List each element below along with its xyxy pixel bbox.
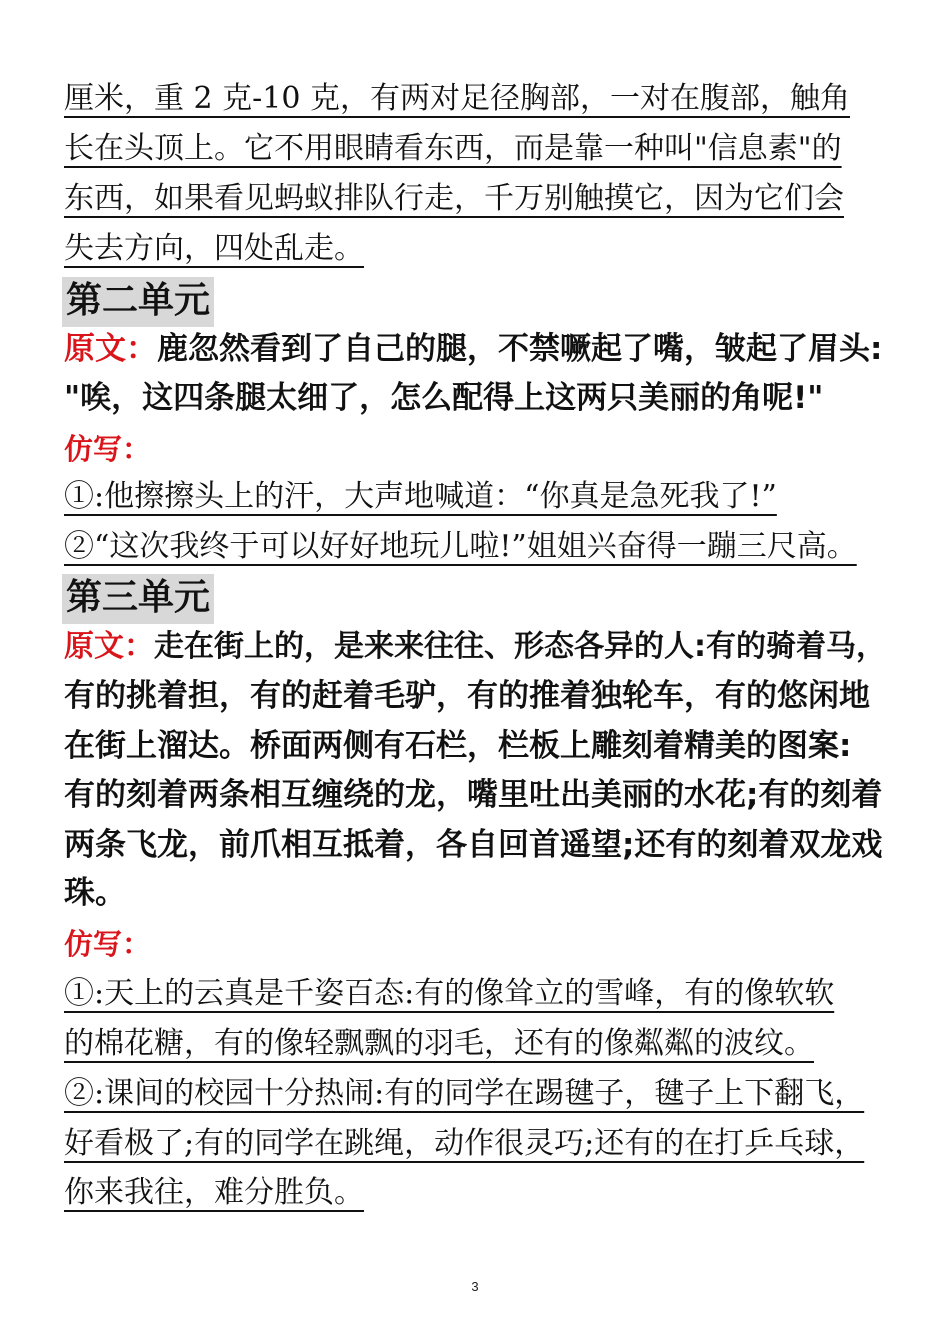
- unit3-heading: 第三单元: [62, 574, 214, 624]
- page-number: 3: [471, 1279, 479, 1294]
- original-text: 走在街上的，是来来往往、形态各异的人:有的骑着马，: [154, 629, 886, 664]
- intro-line: 东西，如果看见蚂蚁排队行走，千万别触摸它，因为它们会: [64, 181, 844, 216]
- original-label: 原文: [64, 331, 126, 367]
- unit3-imitate-line: 的棉花糖，有的像轻飘飘的羽毛，还有的像粼粼的波纹。: [64, 1026, 814, 1061]
- original-label: 原文: [64, 629, 124, 664]
- unit3-imitate-line: 好看极了;有的同学在跳绳，动作很灵巧;还有的在打乒乓球，: [64, 1126, 865, 1161]
- unit3-original-line: 有的挑着担，有的赶着毛驴，有的推着独轮车，有的悠闲地: [64, 678, 870, 714]
- unit3-imitate-line: 你来我往，难分胜负。: [64, 1175, 364, 1210]
- unit2-original-line: 原文：鹿忽然看到了自己的腿，不禁噘起了嘴，皱起了眉头:: [64, 331, 883, 367]
- intro-line: 长在头顶上。它不用眼睛看东西，而是靠一种叫"信息素"的: [64, 131, 842, 166]
- unit3-imitate-line: ②:课间的校园十分热闹:有的同学在踢毽子，毽子上下翻飞，: [64, 1076, 865, 1111]
- unit3-imitate-line: ①:天上的云真是千姿百态:有的像耸立的雪峰，有的像软软: [64, 976, 835, 1011]
- unit2-original-line: "唉，这四条腿太细了，怎么配得上这两只美丽的角呢!": [64, 380, 824, 416]
- unit2-heading: 第二单元: [62, 277, 214, 327]
- unit3-original-line: 两条飞龙，前爪相互抵着，各自回首遥望;还有的刻着双龙戏: [64, 827, 883, 863]
- intro-line: 失去方向，四处乱走。: [64, 231, 364, 266]
- unit2-imitate-line: ①:他擦擦头上的汗，大声地喊道：“你真是急死我了!”: [64, 479, 777, 514]
- unit3-original-line: 在街上溜达。桥面两侧有石栏，栏板上雕刻着精美的图案:: [64, 728, 852, 764]
- unit2-imitate-line: ②“这次我终于可以好好地玩儿啦!”姐姐兴奋得一蹦三尺高。: [64, 529, 857, 564]
- unit3-original-line: 原文：走在街上的，是来来往往、形态各异的人:有的骑着马，: [64, 629, 886, 664]
- unit3-original-line: 珠。: [64, 875, 126, 911]
- unit3-original-line: 有的刻着两条相互缠绕的龙，嘴里吐出美丽的水花;有的刻着: [64, 777, 883, 813]
- intro-line: 厘米，重 2 克-10 克，有两对足径胸部，一对在腹部，触角: [64, 81, 851, 116]
- original-text: 鹿忽然看到了自己的腿，不禁噘起了嘴，皱起了眉头:: [157, 331, 883, 367]
- unit2-imitate-label: 仿写：: [64, 432, 152, 466]
- unit3-imitate-label: 仿写：: [64, 927, 152, 961]
